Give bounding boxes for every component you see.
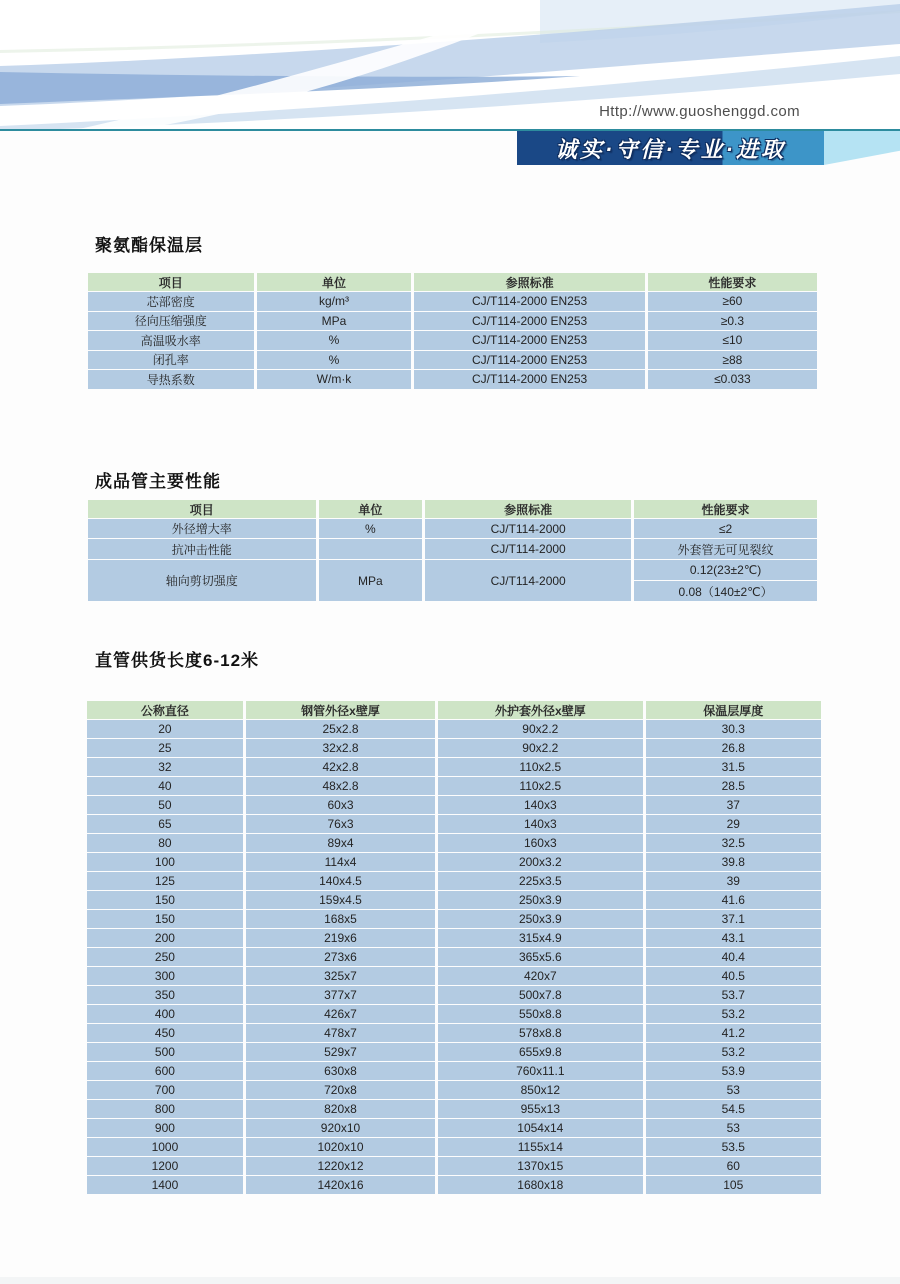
table-cell: 720x8 <box>246 1081 435 1099</box>
table-cell: 219x6 <box>246 929 435 947</box>
table-cell: MPa <box>319 560 423 601</box>
table-cell: 48x2.8 <box>246 777 435 795</box>
table-cell: 76x3 <box>246 815 435 833</box>
section-title-polyurethane: 聚氨酯保温层 <box>95 236 203 255</box>
table-cell: 820x8 <box>246 1100 435 1118</box>
table-cell: 114x4 <box>246 853 435 871</box>
table-cell: % <box>257 331 412 350</box>
table-row <box>87 948 821 966</box>
table-cell: 1054x14 <box>438 1119 642 1137</box>
table-cell: 125 <box>87 872 243 890</box>
table-header-cell: 保温层厚度 <box>646 701 821 719</box>
table-cell: 500x7.8 <box>438 986 642 1004</box>
table-cell: 500 <box>87 1043 243 1061</box>
table-row <box>87 1119 821 1137</box>
table-cell: 65 <box>87 815 243 833</box>
table-header-row <box>88 500 817 518</box>
table-cell: 53.2 <box>646 1005 821 1023</box>
table-header-cell: 外护套外径x壁厚 <box>438 701 642 719</box>
table-cell: 655x9.8 <box>438 1043 642 1061</box>
table-cell: 1370x15 <box>438 1157 642 1175</box>
motto-text: 诚实·守信·专业·进取 <box>555 136 786 162</box>
table-cell: 32x2.8 <box>246 739 435 757</box>
table-cell: 39.8 <box>646 853 821 871</box>
table-row <box>88 351 817 370</box>
table-header-cell: 单位 <box>257 273 412 291</box>
table-cell: 200x3.2 <box>438 853 642 871</box>
table-row <box>87 796 821 814</box>
table-cell: 轴向剪切强度 <box>88 560 316 601</box>
table-cell: 53.2 <box>646 1043 821 1061</box>
table-cell: 89x4 <box>246 834 435 852</box>
table-row <box>87 929 821 947</box>
table-header <box>88 500 817 518</box>
table-cell: 110x2.5 <box>438 777 642 795</box>
table-cell: 315x4.9 <box>438 929 642 947</box>
table-header-cell: 参照标准 <box>425 500 631 518</box>
table-cell: 273x6 <box>246 948 435 966</box>
banner-tail-decoration <box>824 131 900 165</box>
table-header-cell: 项目 <box>88 273 254 291</box>
table-cell: CJ/T114-2000 <box>425 560 631 601</box>
table-cell: 600 <box>87 1062 243 1080</box>
table-header-cell: 单位 <box>319 500 423 518</box>
table-row <box>88 331 817 350</box>
table-cell: CJ/T114-2000 EN253 <box>414 292 644 311</box>
table-cell: 920x10 <box>246 1119 435 1137</box>
table-row <box>88 519 817 538</box>
table-cell: 37.1 <box>646 910 821 928</box>
table-row <box>87 967 821 985</box>
table-cell: 53 <box>646 1081 821 1099</box>
table-header <box>87 701 821 719</box>
table-header-cell: 性能要求 <box>634 500 817 518</box>
table-cell: ≥60 <box>648 292 817 311</box>
table-cell: 630x8 <box>246 1062 435 1080</box>
table-row-merged <box>88 560 817 580</box>
table-cell: 300 <box>87 967 243 985</box>
table-cell: 径向压缩强度 <box>88 312 254 331</box>
table-cell: 39 <box>646 872 821 890</box>
table-cell: 110x2.5 <box>438 758 642 776</box>
table-row <box>87 815 821 833</box>
table-cell: 1020x10 <box>246 1138 435 1156</box>
table-cell: 53.9 <box>646 1062 821 1080</box>
table-cell: MPa <box>257 312 412 331</box>
table-cell: 41.2 <box>646 1024 821 1042</box>
table-cell: 168x5 <box>246 910 435 928</box>
table-row <box>88 292 817 311</box>
table-cell: 43.1 <box>646 929 821 947</box>
table-cell: 760x11.1 <box>438 1062 642 1080</box>
table-cell: 1400 <box>87 1176 243 1194</box>
table-cell: 60x3 <box>246 796 435 814</box>
table-cell: 32.5 <box>646 834 821 852</box>
finished-pipe-spec-table <box>85 499 820 602</box>
table-cell: 31.5 <box>646 758 821 776</box>
table-row <box>87 1100 821 1118</box>
table-cell: 26.8 <box>646 739 821 757</box>
table-cell: 54.5 <box>646 1100 821 1118</box>
polyurethane-spec-table <box>85 272 820 390</box>
table-row <box>87 1138 821 1156</box>
table-cell: ≤0.033 <box>648 370 817 389</box>
table-row <box>87 720 821 738</box>
table-row <box>87 1005 821 1023</box>
table-header-cell: 参照标准 <box>414 273 644 291</box>
table-header-cell: 公称直径 <box>87 701 243 719</box>
page-header <box>0 0 900 190</box>
table-cell: 159x4.5 <box>246 891 435 909</box>
table-cell: 42x2.8 <box>246 758 435 776</box>
table-cell: 850x12 <box>438 1081 642 1099</box>
table-cell: 105 <box>646 1176 821 1194</box>
table-cell: CJ/T114-2000 EN253 <box>414 331 644 350</box>
table-cell: 400 <box>87 1005 243 1023</box>
table-row <box>87 1043 821 1061</box>
table-cell: 225x3.5 <box>438 872 642 890</box>
table-cell: 80 <box>87 834 243 852</box>
table-row <box>87 910 821 928</box>
table-header-row <box>87 701 821 719</box>
table-cell: 140x3 <box>438 815 642 833</box>
table-cell: 426x7 <box>246 1005 435 1023</box>
table-cell: ≥88 <box>648 351 817 370</box>
table-cell: 100 <box>87 853 243 871</box>
table-cell: 40 <box>87 777 243 795</box>
table-row <box>88 370 817 389</box>
table-cell: 140x4.5 <box>246 872 435 890</box>
table-row <box>87 1062 821 1080</box>
table-row <box>87 1176 821 1194</box>
table-cell: 50 <box>87 796 243 814</box>
table-row <box>87 1024 821 1042</box>
table-cell: 外套管无可见裂纹 <box>634 539 817 559</box>
table-cell: 250x3.9 <box>438 891 642 909</box>
table-cell: 37 <box>646 796 821 814</box>
table-cell: 32 <box>87 758 243 776</box>
table-cell: 60 <box>646 1157 821 1175</box>
table-cell: 250 <box>87 948 243 966</box>
table-row <box>87 1081 821 1099</box>
table-cell: 955x13 <box>438 1100 642 1118</box>
table-cell: 450 <box>87 1024 243 1042</box>
table-cell: kg/m³ <box>257 292 412 311</box>
page-bottom-edge <box>0 1277 900 1284</box>
table-cell: 20 <box>87 720 243 738</box>
table-cell: 900 <box>87 1119 243 1137</box>
table-cell: CJ/T114-2000 EN253 <box>414 351 644 370</box>
table-cell: CJ/T114-2000 EN253 <box>414 370 644 389</box>
table-cell: 325x7 <box>246 967 435 985</box>
table-cell: 578x8.8 <box>438 1024 642 1042</box>
table-cell: 25 <box>87 739 243 757</box>
table-cell: 377x7 <box>246 986 435 1004</box>
table-cell: 40.4 <box>646 948 821 966</box>
table-row <box>87 758 821 776</box>
section-title-straight-pipe: 直管供货长度6-12米 <box>95 651 260 670</box>
table-cell: 芯部密度 <box>88 292 254 311</box>
table-cell: 28.5 <box>646 777 821 795</box>
table-cell: 53.7 <box>646 986 821 1004</box>
table-cell: 90x2.2 <box>438 720 642 738</box>
table-cell: 1000 <box>87 1138 243 1156</box>
table-cell: 抗冲击性能 <box>88 539 316 559</box>
table-cell: 478x7 <box>246 1024 435 1042</box>
table-cell: 1220x12 <box>246 1157 435 1175</box>
table-cell: 150 <box>87 910 243 928</box>
table-cell: 40.5 <box>646 967 821 985</box>
table-cell: 闭孔率 <box>88 351 254 370</box>
table-cell: 420x7 <box>438 967 642 985</box>
table-row <box>88 539 817 559</box>
table-cell: 53 <box>646 1119 821 1137</box>
table-header-cell: 项目 <box>88 500 316 518</box>
table-cell: 1420x16 <box>246 1176 435 1194</box>
table-header-cell: 钢管外径x壁厚 <box>246 701 435 719</box>
table-cell: 800 <box>87 1100 243 1118</box>
table-cell: W/m·k <box>257 370 412 389</box>
table-row <box>87 834 821 852</box>
table-cell: 25x2.8 <box>246 720 435 738</box>
table-cell: 高温吸水率 <box>88 331 254 350</box>
section-title-finished-pipe: 成品管主要性能 <box>95 472 221 491</box>
table-cell: 29 <box>646 815 821 833</box>
straight-pipe-size-table <box>84 700 824 1195</box>
table-cell: 导热系数 <box>88 370 254 389</box>
table-cell: 200 <box>87 929 243 947</box>
table-row <box>87 853 821 871</box>
table-row <box>87 739 821 757</box>
table-cell: ≤10 <box>648 331 817 350</box>
table-cell: 550x8.8 <box>438 1005 642 1023</box>
table-cell: 53.5 <box>646 1138 821 1156</box>
table-cell: % <box>257 351 412 370</box>
table-header-row <box>88 273 817 291</box>
table-cell: 1155x14 <box>438 1138 642 1156</box>
table-row <box>87 777 821 795</box>
table-cell: CJ/T114-2000 <box>425 519 631 538</box>
table-cell: 250x3.9 <box>438 910 642 928</box>
table-cell: 365x5.6 <box>438 948 642 966</box>
table-cell: % <box>319 519 423 538</box>
table-cell: 150 <box>87 891 243 909</box>
table-row <box>87 872 821 890</box>
table-cell: 外径增大率 <box>88 519 316 538</box>
table-header-cell: 性能要求 <box>648 273 817 291</box>
table-cell: CJ/T114-2000 EN253 <box>414 312 644 331</box>
table-header <box>88 273 817 291</box>
table-cell: 0.08（140±2℃） <box>634 581 817 601</box>
table-cell: 1200 <box>87 1157 243 1175</box>
table-row <box>88 312 817 331</box>
motto-banner <box>517 131 824 165</box>
table-cell: 41.6 <box>646 891 821 909</box>
website-url: Http://www.guoshenggd.com <box>599 103 800 120</box>
table-cell: ≤2 <box>634 519 817 538</box>
table-cell: 350 <box>87 986 243 1004</box>
table-cell: 90x2.2 <box>438 739 642 757</box>
table-cell: 700 <box>87 1081 243 1099</box>
table-cell: 529x7 <box>246 1043 435 1061</box>
table-cell <box>319 539 423 559</box>
table-row <box>87 891 821 909</box>
table-cell: ≥0.3 <box>648 312 817 331</box>
table-cell: 0.12(23±2℃) <box>634 560 817 580</box>
table-cell: 160x3 <box>438 834 642 852</box>
table-row <box>87 1157 821 1175</box>
table-cell: 30.3 <box>646 720 821 738</box>
table-row <box>87 986 821 1004</box>
table-cell: 1680x18 <box>438 1176 642 1194</box>
table-cell: CJ/T114-2000 <box>425 539 631 559</box>
table-cell: 140x3 <box>438 796 642 814</box>
